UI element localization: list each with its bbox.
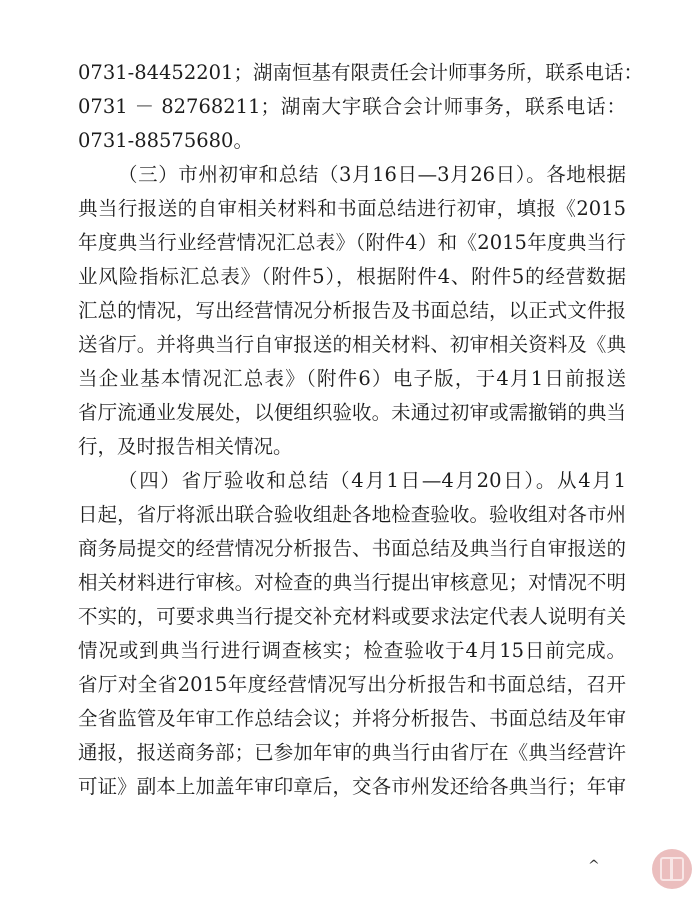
text-line: 当企业基本情况汇总表》（附件6）电子版，于4月1日前报送 <box>78 367 626 390</box>
text-line: 送省厅。并将典当行自审报送的相关材料、初审相关资料及《典 <box>78 333 626 356</box>
text-line: 0731 － 82768211；湖南大宇联合会计师事务，联系电话： <box>78 95 626 118</box>
text-line: 可证》副本上加盖年审印章后，交各市州发还给各典当行；年审 <box>78 775 626 798</box>
text-line: 商务局提交的经营情况分析报告、书面总结及典当行自审报送的 <box>78 537 626 560</box>
text-line: 情况或到典当行进行调查核实；检查验收于4月15日前完成。 <box>78 639 626 662</box>
text-line: 行，及时报告相关情况。 <box>78 435 293 458</box>
text-line: 不实的，可要求典当行提交补充材料或要求法定代表人说明有关 <box>78 605 626 628</box>
text-line: 0731-84452201；湖南恒基有限责任会计师事务所，联系电话： <box>78 61 643 84</box>
text-line: 省厅对全省2015年度经营情况写出分析报告和书面总结，召开 <box>78 673 626 696</box>
text-line: 汇总的情况，写出经营情况分析报告及书面总结，以正式文件报 <box>78 299 626 322</box>
text-line: （三）市州初审和总结（3月16日—3月26日）。各地根据 <box>118 163 626 186</box>
text-line: 典当行报送的自审相关材料和书面总结进行初审，填报《2015 <box>78 197 626 220</box>
text-line: 业风险指标汇总表》（附件5），根据附件4、附件5的经营数据 <box>78 265 626 288</box>
page-marker: ^ <box>588 858 600 874</box>
text-line: 省厅流通业发展处，以便组织验收。未通过初审或需撤销的典当 <box>78 401 626 424</box>
text-line: （四）省厅验收和总结（4月1日—4月20日）。从4月1 <box>118 469 626 492</box>
text-line: 0731-88575680。 <box>78 129 253 152</box>
text-line: 年度典当行业经营情况汇总表》（附件4）和《2015年度典当行 <box>78 231 626 254</box>
text-line: 通报，报送商务部；已参加年审的典当行由省厅在《典当经营许 <box>78 741 626 764</box>
text-line: 相关材料进行审核。对检查的典当行提出审核意见；对情况不明 <box>78 571 626 594</box>
text-line: 全省监管及年审工作总结会议；并将分析报告、书面总结及年审 <box>78 707 626 730</box>
text-line: 日起，省厅将派出联合验收组赴各地检查验收。验收组对各市州 <box>78 503 626 526</box>
seal-watermark-icon <box>652 849 692 889</box>
